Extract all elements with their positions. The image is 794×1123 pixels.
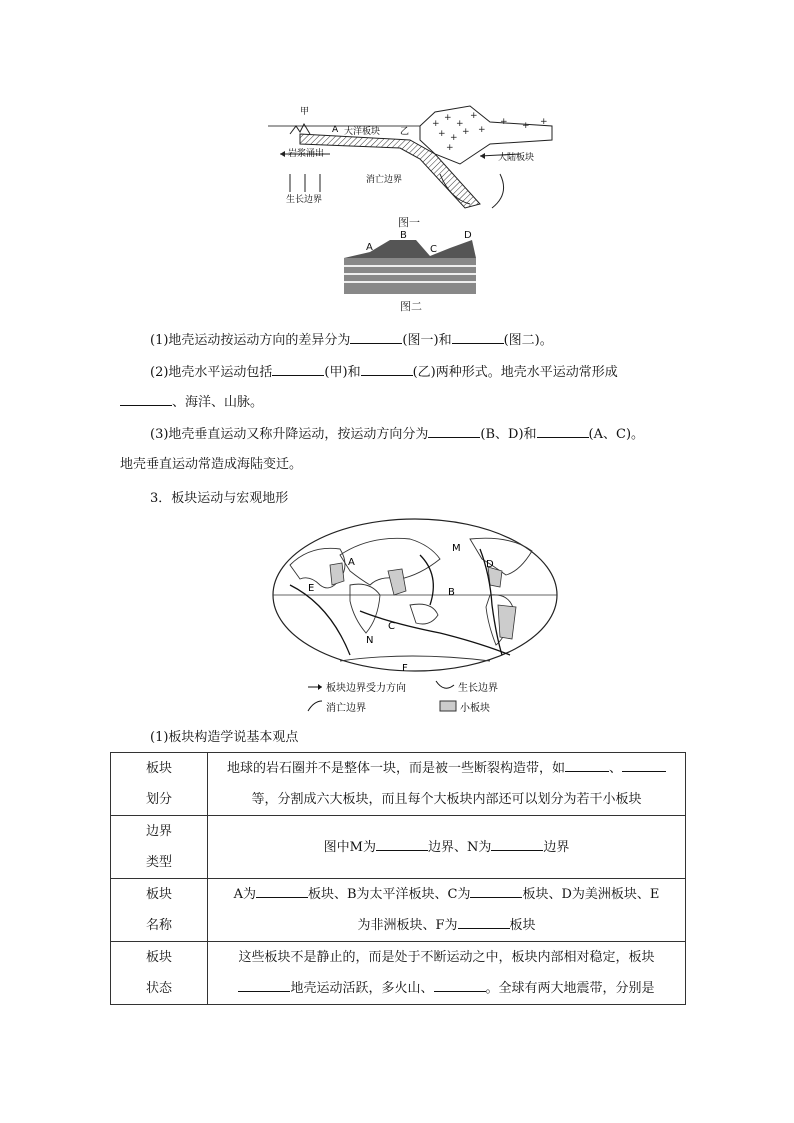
svg-text:+: + (446, 143, 454, 153)
figure-2-caption: 图二 (400, 300, 422, 313)
fig2-label-a: A (366, 242, 373, 253)
map-label-n: N (366, 635, 374, 646)
label-growth-boundary: 生长边界 (286, 195, 323, 205)
svg-text:+: + (522, 121, 530, 131)
table-row (111, 753, 686, 816)
fig2-label-b: B (400, 230, 407, 241)
blank[interactable] (361, 363, 413, 376)
section-3-title: 3．板块运动与宏观地形 (150, 491, 289, 506)
figure-1-caption: 图一 (398, 216, 420, 229)
map-label-m: M (452, 543, 461, 554)
label-subduction-boundary: 消亡边界 (366, 175, 403, 185)
table-head-cell: 板块 划分 (111, 753, 208, 816)
svg-text:+: + (438, 129, 446, 139)
table-content-cell: 这些板块不是静止的，而是处于不断运动之中，板块内部相对稳定，板块 地壳运动活跃，多火山、 。全球有两大地震带，分别是 (208, 942, 686, 1005)
world-plate-map (270, 515, 560, 715)
figure-1-cross-section (260, 104, 560, 214)
label-yi: 乙 (400, 127, 410, 137)
question-2-line1: (2)地壳水平运动包括 (甲)和 (乙)两种形式。地壳水平运动常形成 (150, 365, 618, 380)
map-label-d: D (486, 559, 494, 570)
svg-text:+: + (462, 127, 470, 137)
map-label-c: C (388, 621, 395, 632)
label-a: A (332, 125, 339, 135)
legend-small: 小板块 (460, 703, 490, 714)
blank[interactable] (428, 425, 480, 438)
blank[interactable] (256, 885, 308, 898)
table-content-cell: 图中M为 边界、N为 边界 (208, 816, 686, 879)
map-label-a: A (348, 557, 355, 568)
blank[interactable] (470, 885, 522, 898)
table-head-cell: 板块 状态 (111, 942, 208, 1005)
question-2-line2: 、海洋、山脉。 (120, 388, 263, 418)
legend-subduction: 消亡边界 (326, 703, 366, 714)
table-head-cell: 边界 类型 (111, 816, 208, 879)
figure-2-block-diagram (340, 228, 480, 298)
map-label-e: E (308, 583, 315, 594)
small-plate-1 (330, 563, 344, 585)
label-magma: 岩浆涌出 (288, 149, 325, 159)
table-row (111, 942, 686, 1005)
blank[interactable] (622, 759, 666, 772)
svg-text:+: + (500, 117, 508, 127)
blank[interactable] (376, 838, 428, 851)
table-content-cell: A为 板块、B为太平洋板块、C为 板块、D为美洲板块、E 为非洲板块、F为 板块 (208, 879, 686, 942)
table-row (111, 816, 686, 879)
legend-growth: 生长边界 (458, 683, 498, 694)
fig2-label-d: D (464, 230, 472, 241)
blank[interactable] (120, 393, 172, 406)
map-label-b: B (448, 587, 455, 598)
table-content-cell: 地球的岩石圈并不是整体一块，而是被一些断裂构造带，如 、 等，分割成六大板块，而且每个大板块内部还可以划分为若干小板块 (208, 753, 686, 816)
svg-text:+: + (432, 119, 440, 129)
fig2-label-c: C (430, 244, 437, 255)
svg-text:+: + (456, 119, 464, 129)
question-3-line2: 地壳垂直运动常造成海陆变迁。 (120, 457, 303, 472)
blank[interactable] (238, 979, 290, 992)
map-label-f: F (402, 663, 408, 674)
label-jia: 甲 (300, 107, 310, 117)
label-continent-plate: 大陆板块 (498, 153, 535, 163)
blank[interactable] (434, 979, 486, 992)
blank[interactable] (565, 759, 609, 772)
svg-text:+: + (450, 133, 458, 143)
question-1: (1)地壳运动按运动方向的差异分为 (图一)和 (图二)。 (150, 333, 553, 348)
svg-text:+: + (540, 117, 548, 127)
blank[interactable] (491, 838, 543, 851)
label-ocean-plate: 大洋板块 (344, 127, 381, 137)
blank[interactable] (458, 916, 510, 929)
blank[interactable] (272, 363, 324, 376)
svg-text:+: + (444, 113, 452, 123)
blank[interactable] (537, 425, 589, 438)
question-3-line1: (3)地壳垂直运动又称升降运动，按运动方向分为 (B、D)和 (A、C)。 (150, 427, 645, 442)
sub-question-1: (1)板块构造学说基本观点 (150, 730, 299, 745)
blank[interactable] (350, 331, 402, 344)
plate-table (110, 752, 686, 1005)
legend-force: 板块边界受力方向 (326, 683, 406, 694)
svg-text:+: + (478, 125, 486, 135)
blank[interactable] (452, 331, 504, 344)
table-row (111, 879, 686, 942)
svg-text:+: + (470, 111, 478, 121)
table-head-cell: 板块 名称 (111, 879, 208, 942)
